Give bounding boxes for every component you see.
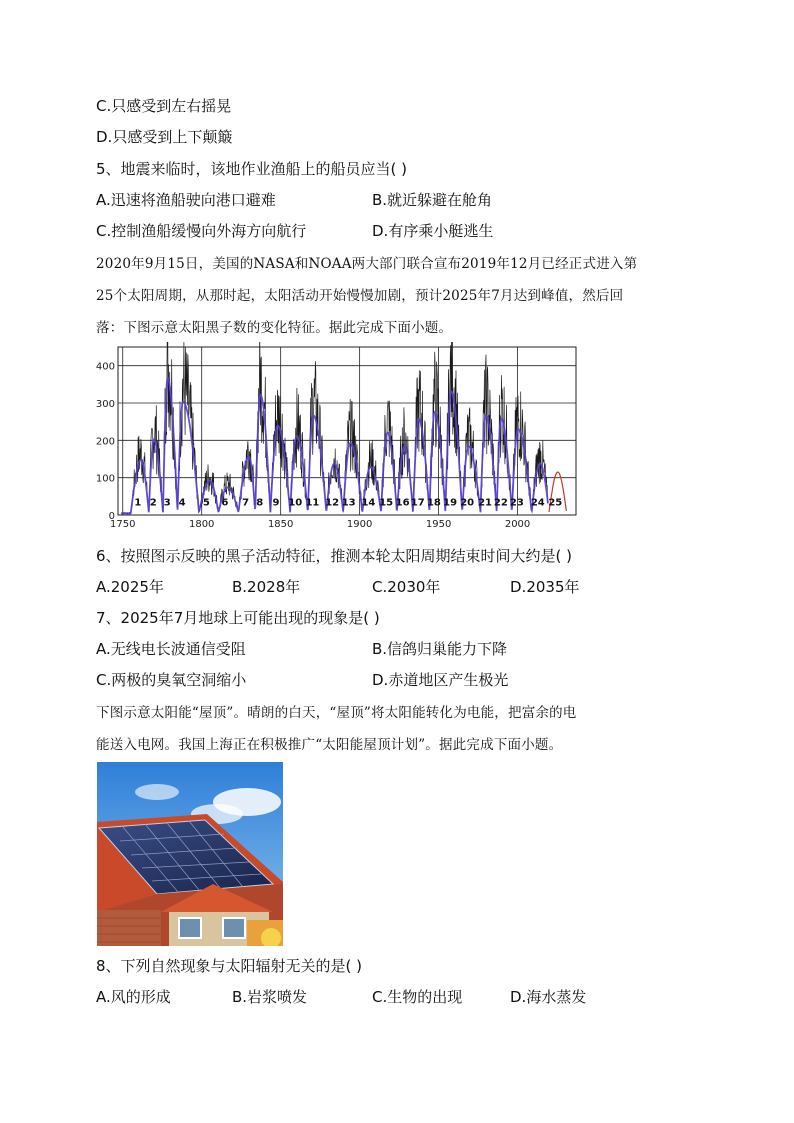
q5-option-a: A.迅速将渔船驶向港口避难 (96, 191, 276, 209)
q8-option-b: B.岩浆喷发 (232, 988, 308, 1006)
passage-sunspot-line-3: 落：下图示意太阳黑子数的变化特征。据此完成下面小题。 (96, 320, 453, 336)
passage-sunspot-line-2: 25个太阳周期，从那时起，太阳活动开始慢慢加剧，预计2025年7月达到峰值，然后回 (96, 288, 624, 304)
x-tick-label: 1750 (110, 519, 136, 530)
cycle-label: 25 (548, 497, 563, 509)
cycle-label: 19 (443, 497, 458, 509)
q8-option-d: D.海水蒸发 (510, 988, 587, 1006)
q7-option-d: D.赤道地区产生极光 (372, 671, 509, 689)
cycle-label: 7 (242, 497, 250, 509)
q6-option-b: B.2028年 (232, 578, 301, 596)
cycle-label: 23 (509, 497, 524, 509)
cycle-label: 15 (379, 497, 394, 509)
cycle-label: 18 (426, 497, 441, 509)
cycle-label: 5 (202, 497, 210, 509)
cycle-label: 16 (395, 497, 410, 509)
q6-option-a: A.2025年 (96, 578, 164, 596)
q5-option-b: B.就近躲避在舱角 (372, 191, 493, 209)
cycle-label: 10 (288, 497, 303, 509)
q7-option-a: A.无线电长波通信受阻 (96, 640, 246, 658)
cycle-label: 3 (163, 497, 171, 509)
cycle-label: 14 (361, 497, 376, 509)
x-tick-label: 1850 (267, 519, 294, 530)
q5-option-d: D.有序乘小艇逃生 (372, 222, 494, 240)
q8-option-a: A.风的形成 (96, 988, 171, 1006)
cycle-label: 8 (256, 497, 264, 509)
cycle-label: 12 (325, 497, 340, 509)
q7-option-c: C.两极的臭氧空洞缩小 (96, 671, 247, 689)
cycle-label: 13 (341, 497, 356, 509)
sunspot-chart (92, 342, 582, 530)
q4-option-d: D.只感受到上下颠簸 (96, 128, 233, 146)
cycle-label: 11 (305, 497, 320, 509)
y-tick-label: 300 (95, 399, 115, 410)
cycle-label: 4 (178, 497, 186, 509)
y-tick-label: 100 (95, 473, 115, 485)
x-tick-label: 1950 (425, 519, 452, 530)
q5-option-c: C.控制渔船缓慢向外海方向航行 (96, 222, 307, 240)
y-tick-label: 400 (95, 361, 115, 373)
cycle-label: 1 (134, 497, 142, 509)
cycle-label: 6 (221, 497, 229, 509)
cycle-label: 21 (478, 497, 492, 509)
q6-stem: 6、按照图示反映的黑子活动特征，推测本轮太阳周期结束时间大约是( ) (96, 547, 573, 565)
passage-solar-roof-line-1: 下图示意太阳能“屋顶”。晴朗的白天，“屋顶”将太阳能转化为电能，把富余的电 (96, 705, 577, 721)
q7-option-b: B.信鸽归巢能力下降 (372, 640, 508, 658)
y-tick-label: 0 (108, 511, 115, 522)
q7-stem: 7、2025年7月地球上可能出现的现象是( ) (96, 609, 380, 627)
cycle-label: 24 (530, 497, 545, 509)
solar-roof-photo (97, 762, 283, 946)
q8-stem: 8、下列自然现象与太阳辐射无关的是( ) (96, 957, 363, 975)
passage-solar-roof-line-2: 能送入电网。我国上海正在积极推广“太阳能屋顶计划”。据此完成下面小题。 (96, 737, 563, 753)
q6-option-d: D.2035年 (510, 578, 580, 596)
q4-option-c: C.只感受到左右摇晃 (96, 97, 232, 115)
x-tick-label: 1900 (346, 519, 373, 530)
cycle-label: 20 (460, 497, 475, 509)
passage-sunspot-line-1: 2020年9月15日，美国的NASA和NOAA两大部门联合宣布2019年12月已经正式进入第 (96, 256, 638, 272)
passage-solar-roof (96, 697, 702, 761)
cycle-label: 17 (410, 497, 425, 509)
x-tick-label: 2000 (504, 519, 531, 530)
cycle-label: 2 (149, 497, 157, 509)
passage-sunspot (96, 248, 702, 344)
cycle-label: 22 (493, 497, 508, 509)
x-tick-label: 1800 (188, 519, 215, 530)
q6-option-c: C.2030年 (372, 578, 441, 596)
q5-stem: 5、地震来临时，该地作业渔船上的船员应当( ) (96, 160, 408, 178)
y-tick-label: 200 (95, 436, 115, 448)
cycle-label: 9 (272, 497, 280, 509)
q8-option-c: C.生物的出现 (372, 988, 463, 1006)
